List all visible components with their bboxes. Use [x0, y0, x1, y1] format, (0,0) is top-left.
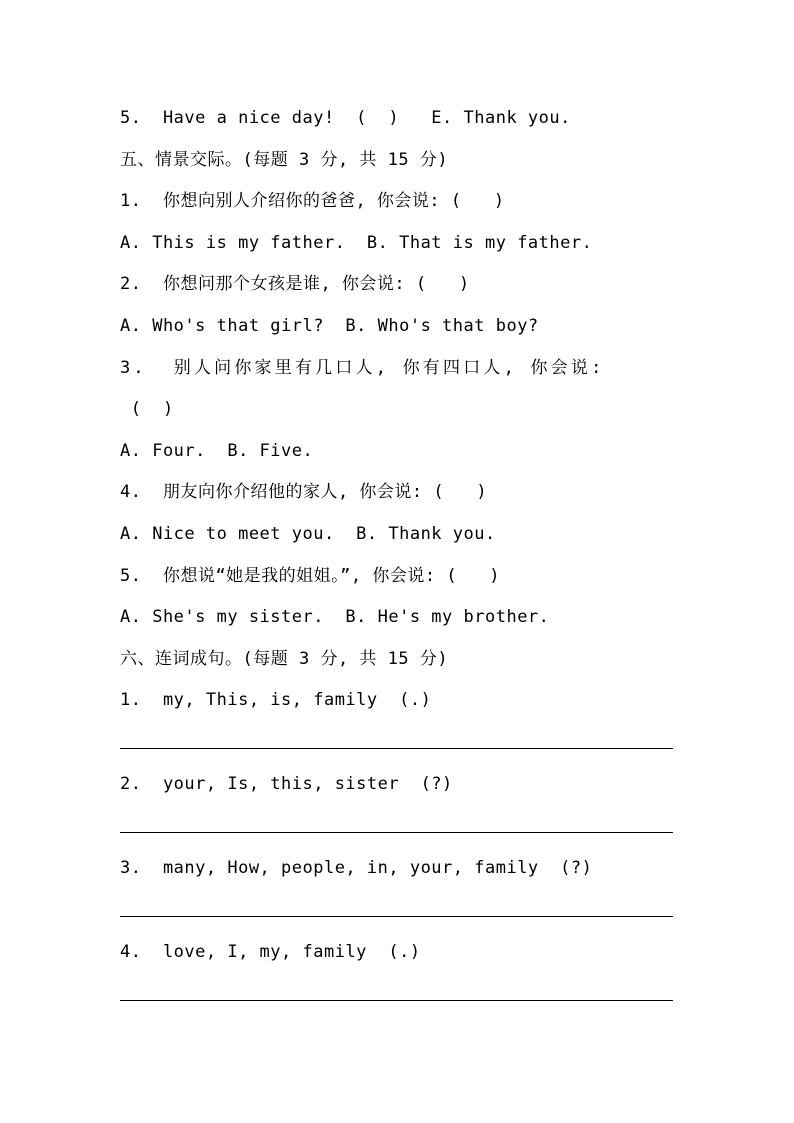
- situation-options-4: A. Nice to meet you. B. Thank you.: [120, 523, 496, 544]
- worksheet-page: [120, 104, 680, 1022]
- sentence-item-1: [120, 686, 680, 770]
- section-6-heading: 六、连词成句。(每题 3 分, 共 15 分): [120, 648, 449, 669]
- answer-line-1[interactable]: [120, 748, 673, 749]
- situation-options-2: A. Who's that girl? B. Who's that boy?: [120, 315, 539, 336]
- sentence-prompt-4: 4. love, I, my, family (.): [120, 942, 421, 963]
- situation-question-4: 4. 朋友向你介绍他的家人, 你会说: ( ): [120, 482, 488, 503]
- situation-options-1: A. This is my father. B. That is my father.: [120, 232, 593, 253]
- sentence-item-3: [120, 854, 680, 938]
- situation-options-3: A. Four. B. Five.: [120, 440, 314, 461]
- answer-line-2[interactable]: [120, 832, 673, 833]
- situation-options-5: A. She's my sister. B. He's my brother.: [120, 607, 550, 628]
- sentence-prompt-1: 1. my, This, is, family (.): [120, 690, 432, 711]
- situation-question-5: 5. 你想说“她是我的姐姐。”, 你会说: ( ): [120, 565, 501, 586]
- answer-line-4[interactable]: [120, 1000, 673, 1001]
- answer-line-3[interactable]: [120, 916, 673, 917]
- sentence-prompt-2: 2. your, Is, this, sister (?): [120, 774, 453, 795]
- situation-question-3-blank: ( ): [120, 399, 174, 420]
- situation-question-3: 3. 别人问你家里有几口人, 你有四口人, 你会说:: [120, 357, 605, 378]
- sentence-item-4: [120, 938, 680, 1022]
- section-5-heading: 五、情景交际。(每题 3 分, 共 15 分): [120, 149, 449, 170]
- situation-question-2: 2. 你想问那个女孩是谁, 你会说: ( ): [120, 274, 470, 295]
- matching-item-5: 5. Have a nice day! ( ) E. Thank you.: [120, 108, 571, 128]
- situation-question-1: 1. 你想向别人介绍你的爸爸, 你会说: ( ): [120, 191, 505, 212]
- sentence-prompt-3: 3. many, How, people, in, your, family (?): [120, 858, 593, 879]
- sentence-item-2: [120, 770, 680, 854]
